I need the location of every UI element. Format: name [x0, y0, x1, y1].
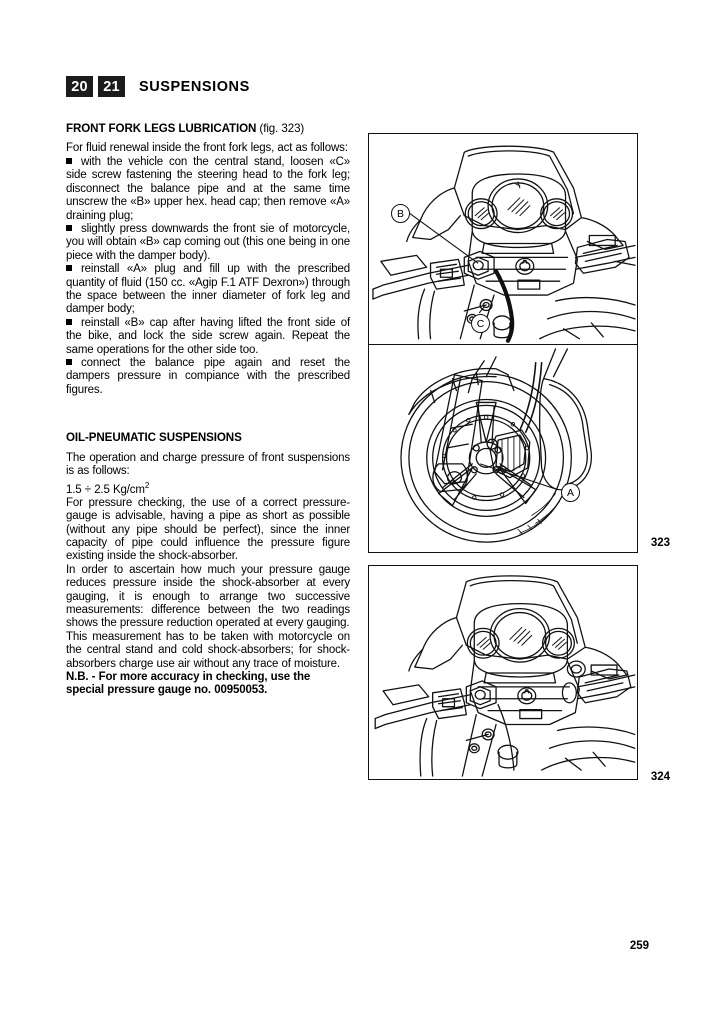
- callout-b: B: [391, 204, 410, 223]
- pressure-value: [66, 479, 350, 497]
- bullet-item-2-text: slightly press downwards the front sie of motorcycle, you will obtain «B» cap coming out (this one being in one piece with the damper body).: [66, 222, 350, 262]
- handlebar-instrument-cluster-drawing-324: [369, 566, 637, 779]
- bullet-square-icon: [66, 158, 72, 164]
- bullet-item-1-text: with the vehicle con the central stand, loosen «C» side screw fastening the steering head to the fork leg; disconnect the balance pipe and at the same time unscrew the «B» upper hex. head cap; then remove «A» draining plug;: [66, 155, 350, 222]
- figure-column: [368, 133, 670, 783]
- figure-number-323: 323: [650, 537, 670, 549]
- paragraph-measurement-conditions: This measurement has to be taken with motorcycle on the central stand and cold shock-absorbers; for shock-absorbers charge use air without any trace of moisture.: [66, 630, 350, 670]
- page-header: [66, 76, 250, 97]
- handlebar-instrument-cluster-drawing: [369, 134, 637, 344]
- paragraph-intro: For fluid renewal inside the front fork legs, act as follows:: [66, 142, 348, 155]
- bullet-item-1: [66, 156, 350, 223]
- pressure-unit-exponent: 2: [144, 480, 150, 490]
- bullet-item-4-text: reinstall «B» cap after having lifted the front side of the bike, and lock the side screw again. Repeat the same operations for the other side too.: [66, 316, 350, 356]
- callout-a: A: [561, 483, 580, 502]
- note-nb: N.B. - For more accuracy in checking, use the special pressure gauge no. 00950053.: [66, 671, 311, 697]
- bullet-square-icon: [66, 225, 72, 231]
- paragraph-pressure-checking: For pressure checking, the use of a correct pressure-gauge is advisable, having a pipe as short as possible (without any pipe should be perfect), since the inner capacity of pipe could influence the pressure figure existing inside the shock-absorber.: [66, 496, 350, 563]
- section-heading-figref: (fig. 323): [256, 122, 305, 135]
- callout-c: C: [471, 314, 490, 333]
- bullet-square-icon: [66, 359, 72, 365]
- bullet-item-5: [66, 357, 350, 397]
- section-heading-text: OIL-PNEUMATIC SUSPENSIONS: [66, 431, 242, 445]
- front-wheel-fork-drawing: [369, 345, 637, 552]
- bullet-item-3-text: reinstall «A» plug and fill up with the prescribed quantity of fluid (150 cc. «Agip F.1 ATF Dexron») through the space between the inner diameter of fork leg and damper body;: [66, 263, 350, 316]
- figure-panel-324: [368, 565, 638, 780]
- paragraph-operation-pressure: The operation and charge pressure of front suspensions is as follows:: [66, 451, 350, 478]
- text-column: [66, 122, 350, 698]
- chapter-badge-21: 21: [98, 76, 125, 97]
- figure-panel-323-top: [368, 133, 638, 344]
- page-number: 259: [629, 940, 649, 952]
- bullet-item-3: [66, 263, 350, 317]
- bullet-square-icon: [66, 319, 72, 325]
- bullet-item-2: [66, 223, 350, 263]
- section-heading-front-fork: [66, 122, 350, 136]
- bullet-item-5-text: connect the balance pipe again and reset the dampers pressure in compiance with the prescribed figures.: [66, 356, 350, 396]
- section-heading-text: FRONT FORK LEGS LUBRICATION: [66, 122, 257, 135]
- section-heading-oil-pneumatic: [66, 431, 350, 445]
- page-title: SUSPENSIONS: [139, 78, 250, 95]
- bullet-item-4: [66, 317, 350, 357]
- pressure-value-text: 1.5 ÷ 2.5 Kg/cm: [66, 483, 145, 496]
- paragraph-ascertain: In order to ascertain how much your pressure gauge reduces pressure inside the shock-absorber at every gauging, it is enough to arrange two successive measurements: difference between the two readings shows the pressure reduction operated at every gauging.: [66, 563, 350, 630]
- chapter-badge-20: 20: [66, 76, 93, 97]
- figure-panel-323-bottom: [368, 344, 638, 553]
- figure-number-324: 324: [650, 771, 670, 783]
- section-spacer: [66, 397, 350, 431]
- bullet-square-icon: [66, 265, 72, 271]
